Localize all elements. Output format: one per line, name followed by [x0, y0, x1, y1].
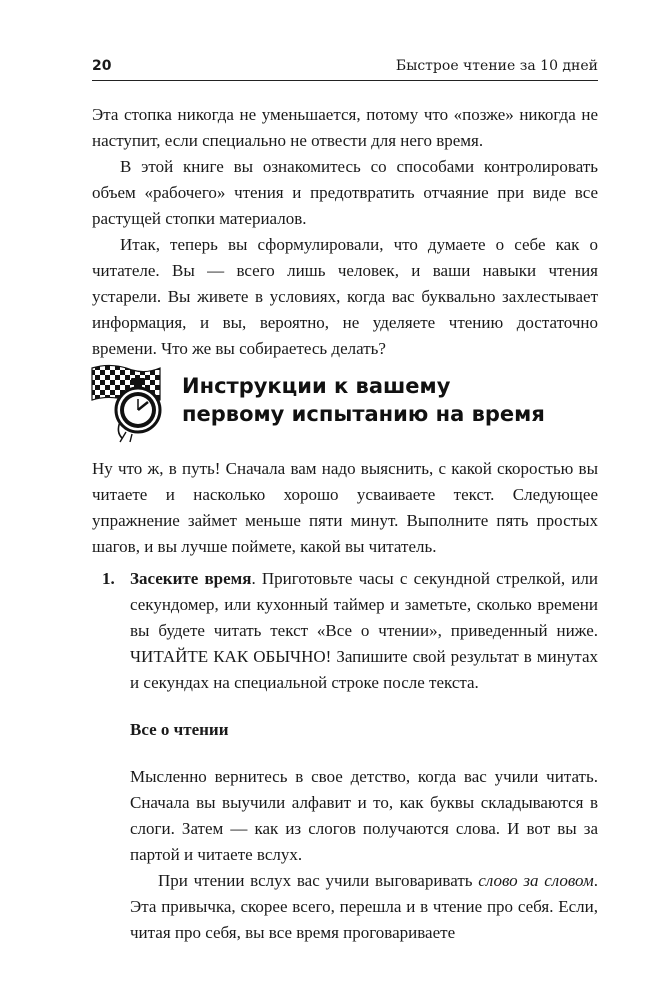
reading-paragraph-2 — [130, 868, 598, 946]
checkered-flag-stopwatch-icon — [90, 360, 176, 444]
step-1-bold: Засеките время — [130, 569, 252, 588]
reading-text — [130, 764, 598, 946]
reading-p2-end: . Эта привычка, скорее всего, перешла и в чтение про себя. Если, читая про себя, вы все время проговариваете — [130, 871, 598, 942]
lead-paragraph: Ну что ж, в путь! Сначала вам надо выяснить, с какой скоростью вы читаете и насколько хорошо усваиваете текст. Следующее упражнение займет меньше пяти минут. Выполните пять простых шагов, и вы лучше поймете, какой вы читатель. — [92, 459, 598, 556]
section-title-line-2: первому испытанию на время — [182, 402, 545, 426]
intro-text — [92, 102, 598, 362]
step-1-text: . Приготовьте часы с секундной стрелкой, или секундомер, или кухонный таймер и заметьте, сколько времени вы будете читать текст «Все о чтении», приведенный ниже. ЧИТАЙТЕ КАК ОБЫЧНО! Запишите свой результат в минутах и секундах на специальной строке после текста. — [130, 569, 598, 692]
intro-paragraph-1: Эта стопка никогда не уменьшается, потому что «позже» никогда не наступит, если специально не отвести для него время. — [92, 105, 598, 150]
running-head — [92, 58, 598, 80]
page-number: 20 — [92, 58, 112, 74]
step-marker: 1. — [102, 569, 115, 588]
reading-p2-start: При чтении вслух вас учили выговаривать — [158, 871, 479, 890]
intro-paragraph-3: Итак, теперь вы сформулировали, что думаете о себе как о читателе. Вы — всего лишь человек, и ваши навыки чтения устарели. Вы живете в условиях, когда вас буквально захлестывает информация, и вы, вероятно, не уделяете чтению достаточно времени. Что же вы собираетесь делать? — [92, 235, 598, 358]
section-title-line-1: Инструкции к вашему — [182, 374, 451, 398]
step-1 — [130, 566, 598, 696]
intro-paragraph-2: В этой книге вы ознакомитесь со способами контролировать объем «рабочего» чтения и предотвратить отчаяние при виде все растущей стопки материалов. — [92, 157, 598, 228]
header-rule — [92, 80, 598, 81]
section-heading — [90, 360, 610, 450]
section-title — [182, 372, 545, 428]
reading-title: Все о чтении — [130, 720, 229, 739]
steps-list — [102, 566, 598, 696]
reading-paragraph-1: Мысленно вернитесь в свое детство, когда вас учили читать. Сначала вы выучили алфавит и то, как буквы складываются в слоги. Затем — как из слогов получаются слова. И вот вы за партой и читаете вслух. — [130, 767, 598, 864]
reading-p2-italic: слово за словом — [478, 871, 594, 890]
book-title: Быстрое чтение за 10 дней — [395, 58, 598, 74]
section-lead — [92, 456, 598, 560]
